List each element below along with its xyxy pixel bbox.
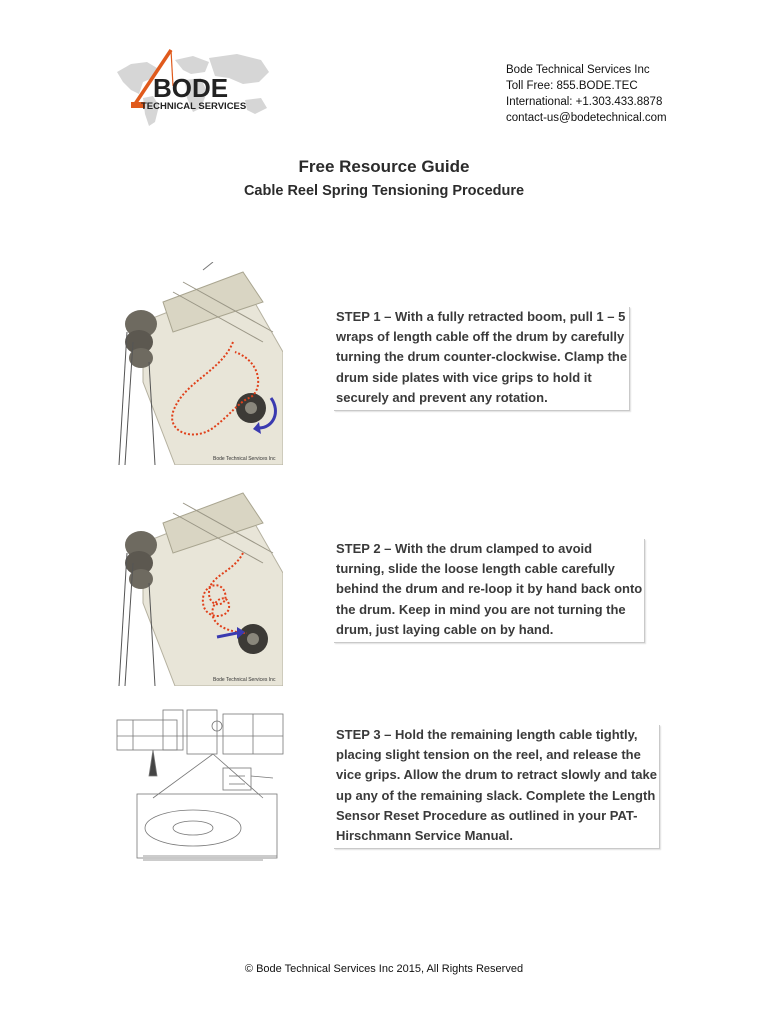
logo-subtitle: TECHNICAL SERVICES bbox=[141, 101, 247, 112]
page-title: Free Resource Guide bbox=[298, 157, 470, 176]
step-line: STEP 2 – With the drum clamped to avoid bbox=[336, 541, 593, 556]
step-2-photo bbox=[113, 483, 283, 686]
international-number: International: +1.303.433.8878 bbox=[506, 96, 663, 108]
company-logo bbox=[113, 42, 273, 136]
step-line: turning, slide the loose length cable carefully bbox=[336, 561, 615, 577]
step-line: drum, just laying cable on by hand. bbox=[336, 621, 554, 637]
logo-graphic bbox=[113, 42, 273, 136]
step-line: STEP 1 – With a fully retracted boom, pull 1 – 5 bbox=[336, 309, 626, 324]
step-line: drum side plates with vice grips to hold it bbox=[336, 369, 592, 385]
step-2-text bbox=[334, 539, 645, 643]
step-2-watermark: Bode Technical Services Inc bbox=[213, 677, 276, 683]
step-line: STEP 3 – Hold the remaining length cable tightly, bbox=[336, 727, 638, 742]
step-line: Hirschmann Service Manual. bbox=[336, 828, 514, 844]
step-line: up any of the remaining slack. Complete the Length bbox=[336, 787, 656, 803]
step-1-text bbox=[334, 307, 630, 411]
step-line: securely and prevent any rotation. bbox=[336, 389, 548, 405]
step-3-drawing bbox=[113, 706, 291, 864]
step-line: Sensor Reset Procedure as outlined in your PAT- bbox=[336, 807, 638, 823]
step-line: behind the drum and re-loop it by hand back onto bbox=[336, 581, 643, 597]
logo-word: BODE bbox=[153, 73, 229, 103]
step-3-text bbox=[334, 725, 660, 849]
contact-email[interactable]: contact-us@bodetechnical.com bbox=[506, 112, 667, 124]
contact-block bbox=[506, 62, 667, 126]
step-line: vice grips. Allow the drum to retract slowly and take bbox=[336, 767, 657, 783]
toll-free-number: Toll Free: 855.BODE.TEC bbox=[506, 80, 638, 92]
step-1-photo bbox=[113, 262, 283, 465]
step-line: wraps of length cable off the drum by carefully bbox=[336, 329, 625, 345]
company-name: Bode Technical Services Inc bbox=[506, 64, 650, 76]
page-subtitle: Cable Reel Spring Tensioning Procedure bbox=[243, 183, 525, 199]
step-line: the drum. Keep in mind you are not turning the bbox=[336, 601, 626, 617]
step-1-watermark: Bode Technical Services Inc bbox=[213, 456, 276, 462]
step-line: placing slight tension on the reel, and release the bbox=[336, 747, 641, 763]
step-line: turning the drum counter-clockwise. Clamp the bbox=[336, 349, 628, 365]
copyright-footer: © Bode Technical Services Inc 2015, All Rights Reserved bbox=[244, 963, 524, 975]
